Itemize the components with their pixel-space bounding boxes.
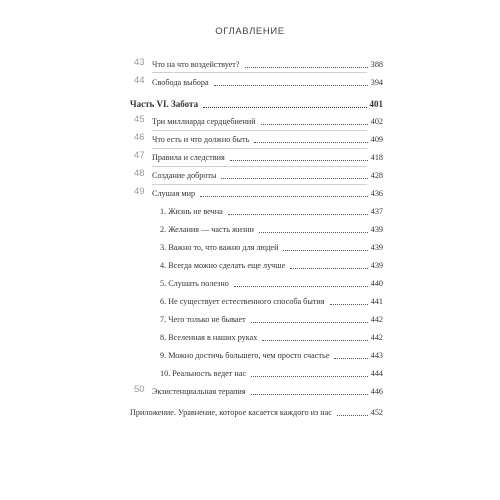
- toc-entry-title: Слушая мир: [152, 189, 196, 198]
- dot-leader: [214, 84, 368, 86]
- toc-subentry[interactable]: [160, 205, 383, 218]
- toc-subentry-page: 444: [370, 369, 383, 378]
- part-title: Часть VI. Забота: [130, 99, 199, 109]
- toc-entry-page: 418: [370, 153, 383, 162]
- toc-entry[interactable]: [152, 151, 383, 164]
- toc-entry[interactable]: [152, 169, 383, 182]
- appendix-title: Приложение. Уравнение, которое касается каждого из нас: [130, 408, 332, 417]
- dot-leader: [234, 285, 368, 287]
- toc-entry-page: 428: [370, 171, 383, 180]
- toc-subentry-title: 9. Можно достичь большего, чем просто счастье: [160, 351, 330, 360]
- toc-entry-title: Создание доброты: [152, 171, 217, 180]
- chapter-number: 48: [134, 168, 145, 179]
- toc-subentry[interactable]: [160, 367, 383, 380]
- dot-leader: [251, 393, 368, 395]
- running-header: ОГЛАВЛЕНИЕ: [215, 26, 285, 37]
- toc-entry-title: Что на что воздействует?: [152, 60, 240, 69]
- toc-entry-page: 388: [370, 60, 383, 69]
- toc-subentry-page: 440: [370, 279, 383, 288]
- toc-part-entry[interactable]: [130, 98, 383, 111]
- toc-subentry[interactable]: [160, 241, 383, 254]
- dot-leader: [230, 159, 368, 161]
- toc-subentry-title: 2. Желания — часть жизни: [160, 225, 255, 234]
- toc-subentry-page: 437: [370, 207, 383, 216]
- toc-entry[interactable]: [152, 385, 383, 398]
- dot-leader: [245, 66, 368, 68]
- toc-entry[interactable]: [152, 58, 383, 71]
- dot-leader: [203, 106, 366, 108]
- toc-subentry-title: 7. Чего только не бывает: [160, 315, 246, 324]
- dot-leader: [251, 321, 368, 323]
- toc-subentry-page: 439: [370, 243, 383, 252]
- toc-entry-title: Три миллиарда сердцебиений: [152, 117, 256, 126]
- toc-subentry-page: 441: [370, 297, 383, 306]
- toc-subentry-page: 439: [370, 225, 383, 234]
- toc-subentry[interactable]: [160, 295, 383, 308]
- divider: [152, 130, 367, 131]
- toc-subentry-page: 443: [370, 351, 383, 360]
- toc-subentry[interactable]: [160, 223, 383, 236]
- dot-leader: [259, 231, 368, 233]
- toc-subentry[interactable]: [160, 313, 383, 326]
- toc-subentry[interactable]: [160, 259, 383, 272]
- toc-entry[interactable]: [152, 76, 383, 89]
- toc-entry-page: 409: [370, 135, 383, 144]
- dot-leader: [330, 303, 368, 305]
- toc-subentry[interactable]: [160, 349, 383, 362]
- dot-leader: [337, 414, 368, 416]
- toc-subentry[interactable]: [160, 277, 383, 290]
- part-page: 401: [369, 99, 383, 109]
- chapter-number: 49: [134, 186, 145, 197]
- toc-subentry[interactable]: [160, 331, 383, 344]
- dot-leader: [283, 249, 367, 251]
- chapter-number: 47: [134, 150, 145, 161]
- toc-entry-page: 394: [370, 78, 383, 87]
- toc-entry-page: 436: [370, 189, 383, 198]
- chapter-number: 43: [134, 57, 145, 68]
- toc-entry-title: Что есть и что должно быть: [152, 135, 250, 144]
- toc-entry[interactable]: [152, 187, 383, 200]
- toc-subentry-title: 10. Реальность ведет нас: [160, 369, 247, 378]
- divider: [152, 184, 367, 185]
- toc-subentry-page: 442: [370, 333, 383, 342]
- chapter-number: 50: [134, 384, 145, 395]
- toc-subentry-title: 1. Жизнь не вечна: [160, 207, 223, 216]
- divider: [152, 72, 367, 73]
- toc-subentry-title: 8. Вселенная в наших руках: [160, 333, 258, 342]
- toc-appendix-entry[interactable]: [130, 406, 383, 419]
- dot-leader: [290, 267, 368, 269]
- toc-subentry-title: 6. Не существует естественного способа бытия: [160, 297, 325, 306]
- toc-subentry-title: 4. Всегда можно сделать еще лучше: [160, 261, 286, 270]
- toc-entry-page: 402: [370, 117, 383, 126]
- toc-subentry-title: 3. Важно то, что важно для людей: [160, 243, 279, 252]
- appendix-page: 452: [370, 408, 383, 417]
- toc-entry-title: Экзистенциальная терапия: [152, 387, 246, 396]
- chapter-number: 45: [134, 114, 145, 125]
- toc-entry-title: Правила и следствия: [152, 153, 225, 162]
- dot-leader: [261, 123, 368, 125]
- divider: [152, 148, 367, 149]
- divider: [152, 166, 367, 167]
- chapter-number: 44: [134, 75, 145, 86]
- dot-leader: [334, 357, 367, 359]
- dot-leader: [254, 141, 367, 143]
- toc-entry[interactable]: [152, 133, 383, 146]
- toc-entry[interactable]: [152, 115, 383, 128]
- dot-leader: [221, 177, 367, 179]
- chapter-number: 46: [134, 132, 145, 143]
- dot-leader: [251, 375, 368, 377]
- dot-leader: [228, 213, 368, 215]
- toc-subentry-page: 439: [370, 261, 383, 270]
- toc-subentry-title: 5. Слушать полезно: [160, 279, 229, 288]
- toc-subentry-page: 442: [370, 315, 383, 324]
- toc-entry-title: Свобода выбора: [152, 78, 209, 87]
- toc-entry-page: 446: [370, 387, 383, 396]
- dot-leader: [262, 339, 367, 341]
- dot-leader: [200, 195, 368, 197]
